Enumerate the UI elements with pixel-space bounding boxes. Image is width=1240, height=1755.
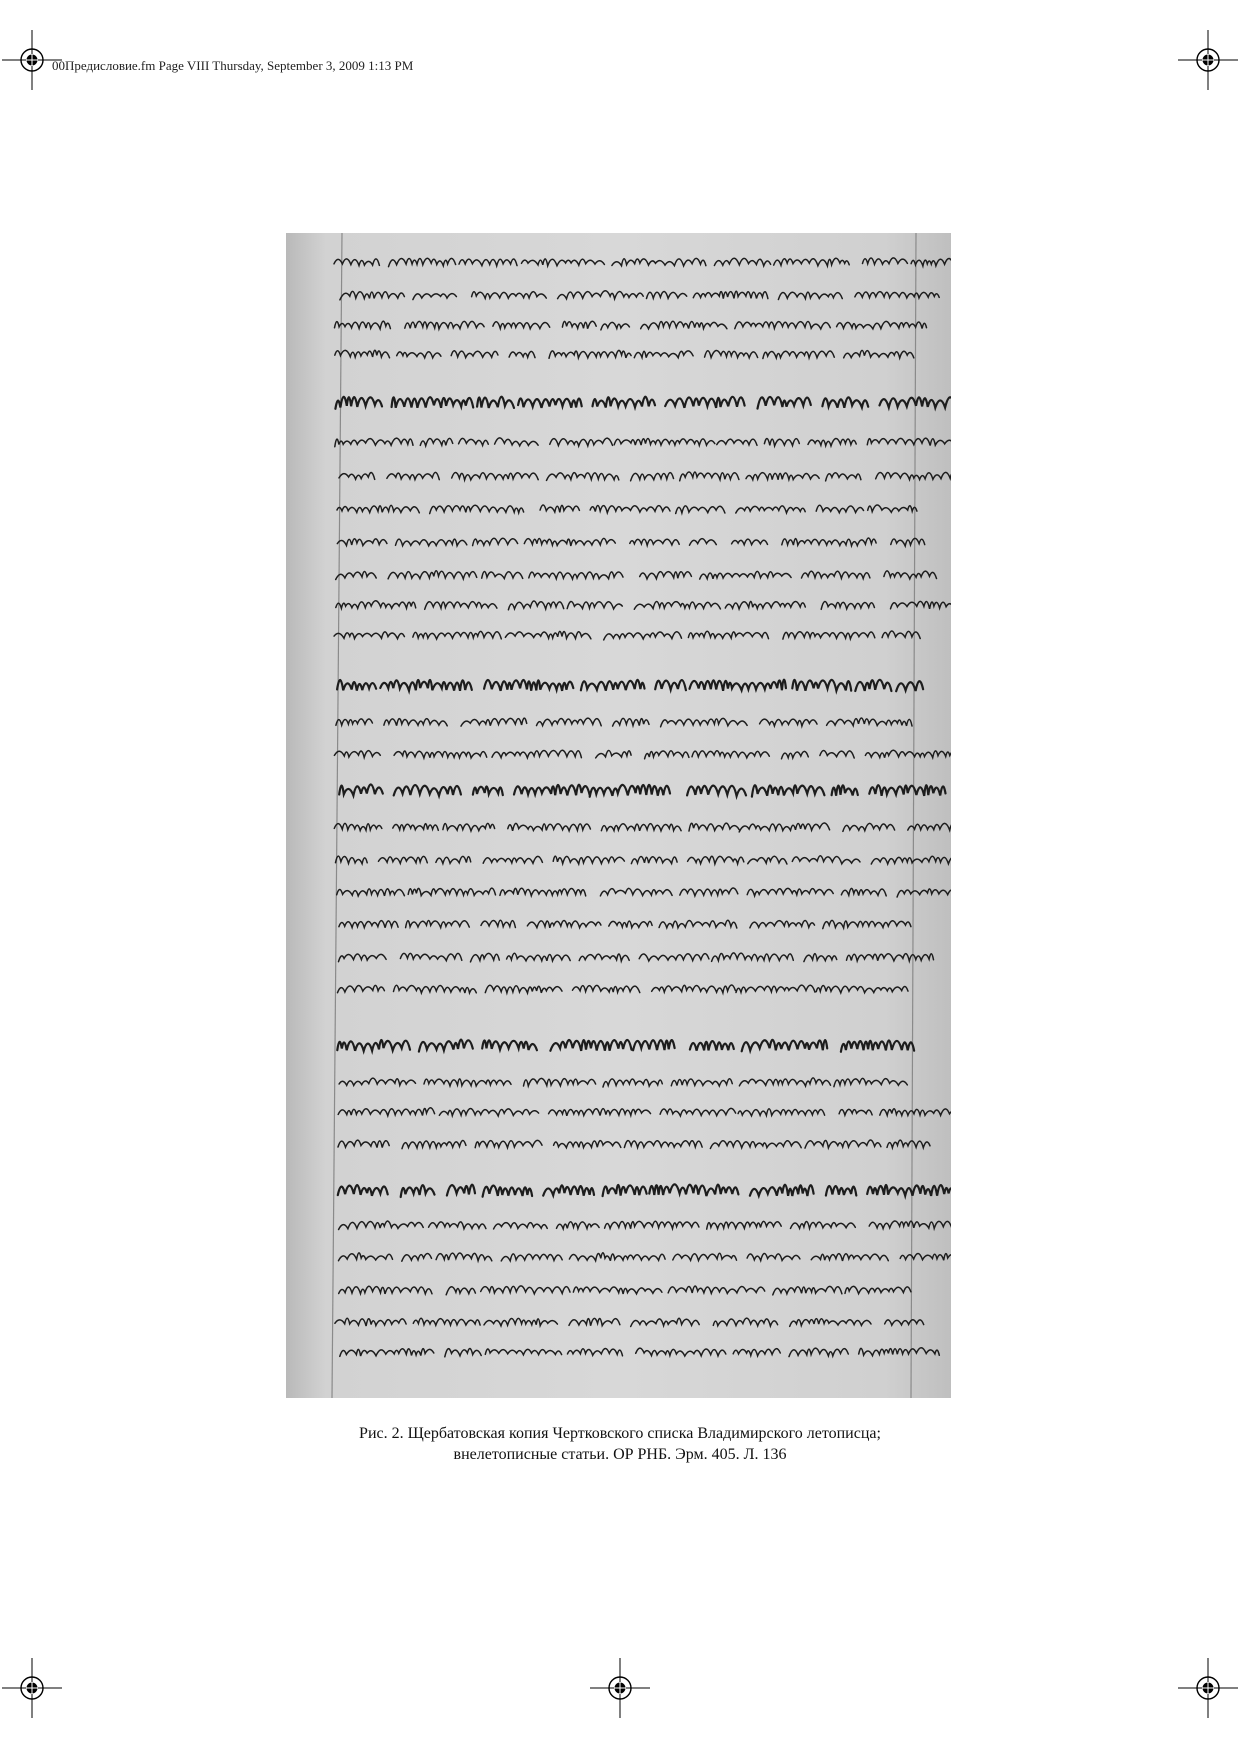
caption-line-1: Рис. 2. Щербатовская копия Чертковского списка Владимирского летописца; [359,1425,881,1442]
registration-target-icon [1178,30,1238,90]
handwriting-image [286,233,951,1398]
file-slug: 00Предисловие.fm Page VIII Thursday, September 3, 2009 1:13 PM [52,58,414,73]
manuscript-photo [286,233,951,1398]
caption-line-2: внелетописные статьи. ОР РНБ. Эрм. 405. Л. 136 [453,1446,787,1463]
figure-caption [200,1423,1040,1465]
registration-target-icon [2,30,62,90]
registration-target-icon [1178,1658,1238,1718]
registration-target-icon [2,1658,62,1718]
registration-target-icon [590,1658,650,1718]
